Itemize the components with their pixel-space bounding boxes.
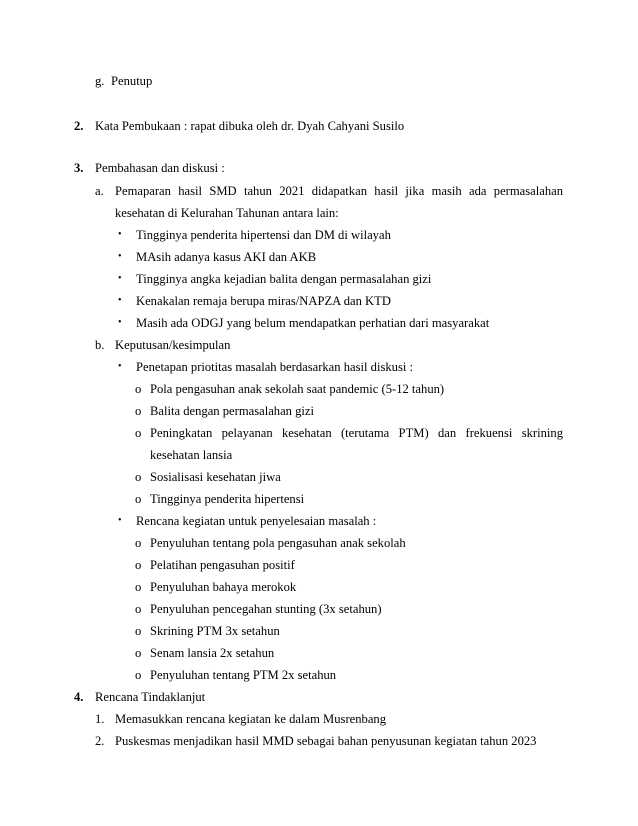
- list-item: Memasukkan rencana kegiatan ke dalam Musrenbang: [115, 712, 387, 726]
- circle-bullet-icon: o: [135, 602, 142, 616]
- item-marker: a.: [95, 184, 104, 198]
- section-heading: Pembahasan dan diskusi :: [95, 161, 225, 175]
- section-heading: Rencana Tindaklanjut: [95, 690, 206, 704]
- list-item: Penetapan priotitas masalah berdasarkan hasil diskusi :: [136, 360, 413, 374]
- sub-list-item: Tingginya penderita hipertensi: [150, 492, 305, 506]
- section-number: 4.: [74, 690, 84, 704]
- circle-bullet-icon: o: [135, 624, 142, 638]
- sub-list-item: Penyuluhan tentang PTM 2x setahun: [150, 668, 337, 682]
- list-item: Puskesmas menjadikan hasil MMD sebagai bahan penyusunan kegiatan tahun 2023: [115, 734, 537, 748]
- bullet-icon: •: [118, 515, 122, 526]
- bullet-icon: •: [118, 295, 122, 306]
- section-number: 3.: [74, 161, 84, 175]
- circle-bullet-icon: o: [135, 382, 142, 396]
- item-marker: 2.: [95, 734, 105, 748]
- sub-list-item: Pelatihan pengasuhan positif: [150, 558, 295, 572]
- list-item: Rencana kegiatan untuk penyelesaian masalah :: [136, 514, 377, 528]
- sub-list-item: Penyuluhan pencegahan stunting (3x setahun): [150, 602, 382, 616]
- list-item: Tingginya penderita hipertensi dan DM di wilayah: [136, 228, 391, 242]
- circle-bullet-icon: o: [135, 580, 142, 594]
- subsection-heading: Keputusan/kesimpulan: [115, 338, 231, 352]
- list-item: Tingginya angka kejadian balita dengan permasalahan gizi: [136, 272, 432, 286]
- item-marker: g.: [95, 74, 105, 88]
- section-number: 2.: [74, 119, 84, 133]
- sub-list-item: Penyuluhan bahaya merokok: [150, 580, 297, 594]
- item-marker: 1.: [95, 712, 105, 726]
- list-item: Kenakalan remaja berupa miras/NAPZA dan KTD: [136, 294, 391, 308]
- bullet-icon: •: [118, 317, 122, 328]
- circle-bullet-icon: o: [135, 668, 142, 682]
- circle-bullet-icon: o: [135, 646, 142, 660]
- sub-list-item: Peningkatan pelayanan kesehatan (terutama PTM) dan frekuensi skrining: [150, 426, 563, 440]
- circle-bullet-icon: o: [135, 470, 142, 484]
- sub-list-item: Sosialisasi kesehatan jiwa: [150, 470, 281, 484]
- item-text: Penutup: [111, 74, 153, 88]
- circle-bullet-icon: o: [135, 536, 142, 550]
- paragraph-line: Pemaparan hasil SMD tahun 2021 didapatkan hasil jika masih ada permasalahan: [115, 184, 563, 198]
- sub-list-item: Penyuluhan tentang pola pengasuhan anak sekolah: [150, 536, 406, 550]
- circle-bullet-icon: o: [135, 426, 142, 440]
- sub-list-item: Skrining PTM 3x setahun: [150, 624, 280, 638]
- bullet-icon: •: [118, 361, 122, 372]
- sub-list-item: Pola pengasuhan anak sekolah saat pandemic (5-12 tahun): [150, 382, 445, 396]
- bullet-icon: •: [118, 273, 122, 284]
- circle-bullet-icon: o: [135, 492, 142, 506]
- sub-list-item: Senam lansia 2x setahun: [150, 646, 275, 660]
- sub-list-item-continuation: kesehatan lansia: [150, 448, 233, 462]
- section-text: Kata Pembukaan : rapat dibuka oleh dr. Dyah Cahyani Susilo: [95, 119, 405, 133]
- circle-bullet-icon: o: [135, 404, 142, 418]
- list-item: MAsih adanya kasus AKI dan AKB: [136, 250, 317, 264]
- sub-list-item: Balita dengan permasalahan gizi: [150, 404, 315, 418]
- bullet-icon: •: [118, 229, 122, 240]
- paragraph-line: kesehatan di Kelurahan Tahunan antara lain:: [115, 206, 339, 220]
- item-marker: b.: [95, 338, 105, 352]
- bullet-icon: •: [118, 251, 122, 262]
- circle-bullet-icon: o: [135, 558, 142, 572]
- list-item: Masih ada ODGJ yang belum mendapatkan perhatian dari masyarakat: [136, 316, 490, 330]
